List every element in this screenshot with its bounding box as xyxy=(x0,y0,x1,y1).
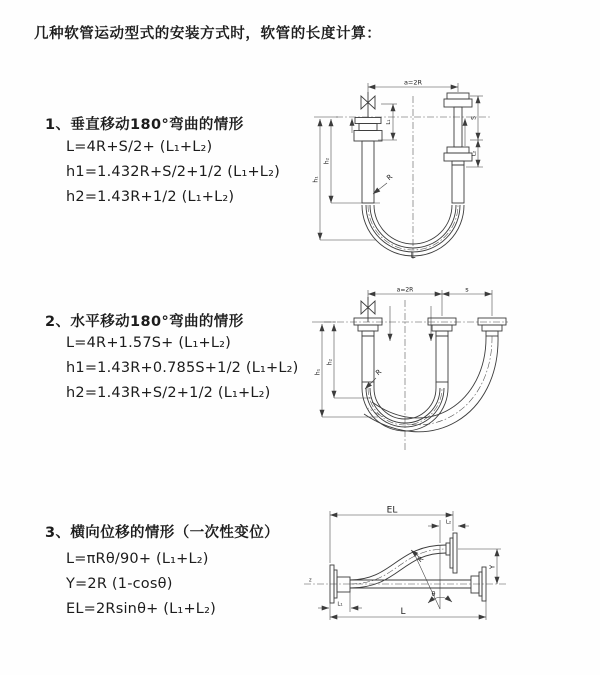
dim-l1-label: L₁ xyxy=(337,601,343,608)
braided-hose-section xyxy=(452,165,464,203)
dimension-lines xyxy=(309,506,501,621)
braided-hose-section xyxy=(436,336,448,382)
centerlines xyxy=(324,300,508,452)
dim-span-label: a=2R xyxy=(396,286,414,294)
construction-lines xyxy=(413,545,440,609)
valve-icon xyxy=(361,92,375,117)
diagram-vertical-180-bend xyxy=(310,76,512,262)
datum-label: z xyxy=(309,577,312,584)
section-3-formula-L: L=πRθ/90+ (L₁+L₂) xyxy=(66,551,209,567)
dim-l2-label: L₂ xyxy=(445,519,452,526)
middle-riser-fittings xyxy=(428,318,456,382)
dimension-lines xyxy=(313,79,484,262)
radius-label: R xyxy=(385,172,395,183)
upper-flange xyxy=(446,533,457,573)
dim-y-label: Y xyxy=(488,564,497,570)
section-1-heading: 1、垂直移动180°弯曲的情形 xyxy=(45,117,244,133)
section-1-formula-h1: h1=1.432R+S/2+1/2 (L₁+L₂) xyxy=(66,164,280,180)
section-2-formula-h1: h1=1.43R+0.785S+1/2 (L₁+L₂) xyxy=(66,360,299,376)
dim-h2-label: h₂ xyxy=(326,358,334,366)
right-riser-fittings xyxy=(444,93,472,203)
section-2-heading: 2、水平移动180°弯曲的情形 xyxy=(45,314,244,330)
section-3-heading: 3、横向位移的情形（一次性变位） xyxy=(45,525,279,541)
displaced-riser-fittings xyxy=(478,318,506,336)
dim-h1-label: h₁ xyxy=(312,176,320,183)
radius-leader xyxy=(373,183,387,194)
dim-length-label: L xyxy=(400,607,406,617)
braided-hose-section xyxy=(362,141,374,203)
radius-label: R xyxy=(416,554,426,565)
page-title: 几种软管运动型式的安装方式时，软管的长度计算： xyxy=(34,26,382,42)
diagram-horizontal-180-bend xyxy=(308,283,515,460)
section-3-formula-EL: EL=2Rsinθ+ (L₁+L₂) xyxy=(66,601,216,617)
section-1-formula-h2: h2=1.43R+1/2 (L₁+L₂) xyxy=(66,189,235,205)
section-2-formula-h2: h2=1.43R+S/2+1/2 (L₁+L₂) xyxy=(66,385,271,401)
section-2-formula-L: L=4R+1.57S+ (L₁+L₂) xyxy=(66,335,231,351)
angle-label: θ xyxy=(431,590,436,598)
radius-label: R xyxy=(374,367,384,378)
braided-hose-section xyxy=(362,336,374,382)
dim-h2-label: h₂ xyxy=(323,157,331,165)
centerlines xyxy=(336,96,492,260)
diagram-lateral-displacement xyxy=(300,505,515,627)
dim-l1-label: L₁ xyxy=(386,119,392,125)
dim-h1-label: h₁ xyxy=(314,368,322,376)
dim-stroke-label: S xyxy=(470,116,478,120)
section-3-formula-Y: Y=2R (1-cosθ) xyxy=(66,576,173,592)
section-1-formula-L: L=4R+S/2+ (L₁+L₂) xyxy=(66,139,213,155)
dim-length-label: L xyxy=(410,251,416,261)
dim-el-label: EL xyxy=(386,505,398,516)
dim-travel-label: s xyxy=(465,285,469,294)
dim-span-label: a=2R xyxy=(403,78,423,87)
dim-l2-label: L₂ xyxy=(471,150,478,157)
